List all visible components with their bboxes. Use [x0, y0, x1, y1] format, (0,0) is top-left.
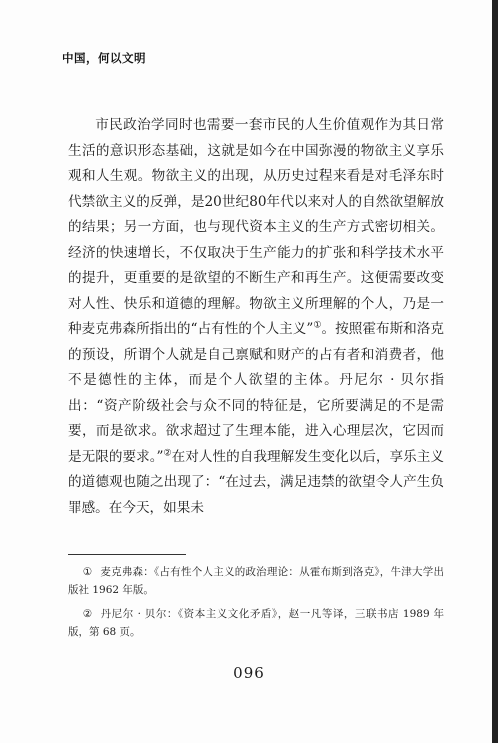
page-number: 096 [233, 664, 265, 682]
footnote-2-number: ② [82, 608, 93, 620]
footnote-2 [68, 605, 444, 641]
body-paragraph [68, 113, 444, 521]
footnote-1 [68, 563, 444, 599]
footnote-reference-1[interactable]: ① [313, 320, 322, 331]
footnote-1-text: 麦克弗森：《占有性个人主义的政治理论：从霍布斯到洛克》，牛津大学出版社 1962 年版。 [68, 566, 444, 596]
footnote-reference-2[interactable]: ② [163, 447, 172, 458]
body-text-part-3: 在对人性的自我理解发生变化以后，享乐主义的道德观也随之出现了：“在过去，满足违禁的欲望令人产生负罪感。在今天，如果未 [68, 448, 444, 516]
body-text-part-2: 。按照霍布斯和洛克的预设，所谓个人就是自己禀赋和财产的占有者和消费者，他不是德性的主体，而是个人欲望的主体。丹尼尔 · 贝尔指出：“资产阶级社会与众不同的特征是，它所要满足的不是需要，而是欲求。欲求超过了生理本能，进入心理层次，它因而是无限的要求。” [68, 321, 445, 465]
page-edge-shadow [492, 0, 498, 743]
running-head: 中国，何以文明 [62, 51, 146, 65]
body-text-part-1: 市民政治学同时也需要一套市民的人生价值观作为其日常生活的意识形态基础，这就是如今在中国弥漫的物欲主义享乐观和人生观。物欲主义的出现，从历史过程来看是对毛泽东时代禁欲主义的反弹，是20世纪80年代以来对人的自然欲望解放的结果；另一方面，也与现代资本主义的生产方式密切相关。经济的快速增长，不仅取决于生产能力的扩张和科学技术水平的提升，更重要的是欲望的不断生产和再生产。这便需要改变对人性、快乐和道德的理解。物欲主义所理解的个人，乃是一种麦克弗森所指出的“占有性的个人主义” [68, 117, 444, 337]
footnotes [68, 563, 444, 647]
footnote-1-number: ① [82, 566, 93, 578]
footnote-divider [68, 554, 186, 555]
footnote-2-text: 丹尼尔 · 贝尔：《资本主义文化矛盾》，赵一凡等译，三联书店 1989 年版，第 68 页。 [68, 608, 444, 638]
